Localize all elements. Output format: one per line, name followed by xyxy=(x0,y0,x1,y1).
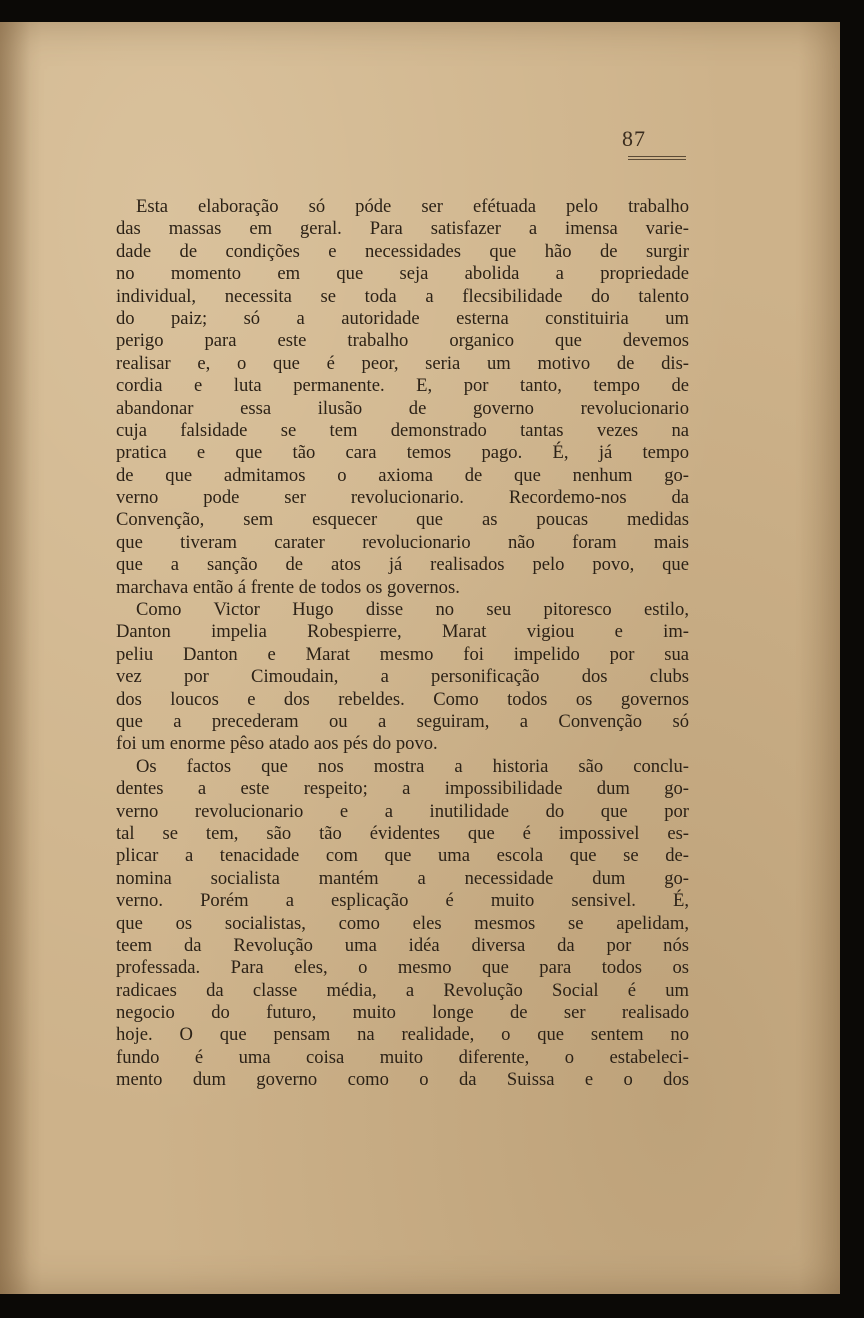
text-line: Danton impelia Robespierre, Marat vigiou e im- xyxy=(116,621,689,643)
text-line: do paiz; só a autoridade esterna constituiria um xyxy=(116,307,689,329)
text-line: foi um enorme pêso atado aos pés do povo. xyxy=(116,733,438,755)
text-line: que a precederam ou a seguiram, a Convenção só xyxy=(116,710,689,732)
page-number: 87 xyxy=(622,126,646,151)
page-number-rule xyxy=(628,159,686,160)
text-line: dentes a este respeito; a impossibilidade dum go- xyxy=(116,778,689,800)
text-line: individual, necessita se toda a flecsibilidade do talento xyxy=(116,285,689,307)
text-line: no momento em que seja abolida a propriedade xyxy=(116,263,689,285)
text-line: vez por Cimoudain, a personificação dos clubs xyxy=(116,666,689,688)
text-line: perigo para este trabalho organico que devemos xyxy=(116,330,689,352)
text-line: verno pode ser revolucionario. Recordemo-nos da xyxy=(116,487,689,509)
page-binding-edge xyxy=(0,22,30,1294)
text-line: teem da Revolução uma idéa diversa da por nós xyxy=(116,934,689,956)
text-line: que os socialistas, como eles mesmos se apelidam, xyxy=(116,912,689,934)
text-line: hoje. O que pensam na realidade, o que sentem no xyxy=(116,1024,689,1046)
text-line: Como Victor Hugo disse no seu pitoresco estilo, xyxy=(136,599,689,621)
text-line: Os factos que nos mostra a historia são conclu- xyxy=(136,755,689,777)
text-line: pratica e que tão cara temos pago. É, já tempo xyxy=(116,442,689,464)
text-line: professada. Para eles, o mesmo que para todos os xyxy=(116,957,689,979)
text-line: Esta elaboração só póde ser efétuada pelo trabalho xyxy=(136,196,689,217)
book-page xyxy=(0,22,840,1294)
text-line: cordia e luta permanente. E, por tanto, tempo de xyxy=(116,375,689,397)
text-line: Convenção, sem esquecer que as poucas medidas xyxy=(116,509,689,531)
text-line: mento dum governo como o da Suissa e o dos xyxy=(116,1069,689,1091)
text-line: realisar e, o que é peor, seria um motivo de dis- xyxy=(116,352,689,374)
text-line: plicar a tenacidade com que uma escola que se de- xyxy=(116,845,689,867)
text-line: dade de condições e necessidades que hão de surgir xyxy=(116,240,689,262)
text-line: que tiveram carater revolucionario não foram mais xyxy=(116,531,689,553)
text-line: das massas em geral. Para satisfazer a imensa varie- xyxy=(116,218,689,240)
text-line: peliu Danton e Marat mesmo foi impelido por sua xyxy=(116,643,689,665)
text-line: que a sanção de atos já realisados pelo povo, que xyxy=(116,554,689,576)
text-line: marchava então á frente de todos os governos. xyxy=(116,576,460,598)
text-line: radicaes da classe média, a Revolução Social é um xyxy=(116,979,689,1001)
text-line: cuja falsidade se tem demonstrado tantas vezes na xyxy=(116,419,689,441)
text-line: de que admitamos o axioma de que nenhum go- xyxy=(116,464,689,486)
text-line: tal se tem, são tão évidentes que é impossivel es- xyxy=(116,822,689,844)
page-number-rule xyxy=(628,156,686,157)
text-line: verno revolucionario e a inutilidade do que por xyxy=(116,800,689,822)
text-line: abandonar essa ilusão de governo revolucionario xyxy=(116,397,689,419)
text-line: nomina socialista mantém a necessidade dum go- xyxy=(116,867,689,889)
text-line: verno. Porém a esplicação é muito sensivel. É, xyxy=(116,890,689,912)
text-line: negocio do futuro, muito longe de ser realisado xyxy=(116,1002,689,1024)
text-line: dos loucos e dos rebeldes. Como todos os governos xyxy=(116,688,689,710)
body-text xyxy=(116,196,689,1092)
text-line: fundo é uma coisa muito diferente, o estabeleci- xyxy=(116,1046,689,1068)
